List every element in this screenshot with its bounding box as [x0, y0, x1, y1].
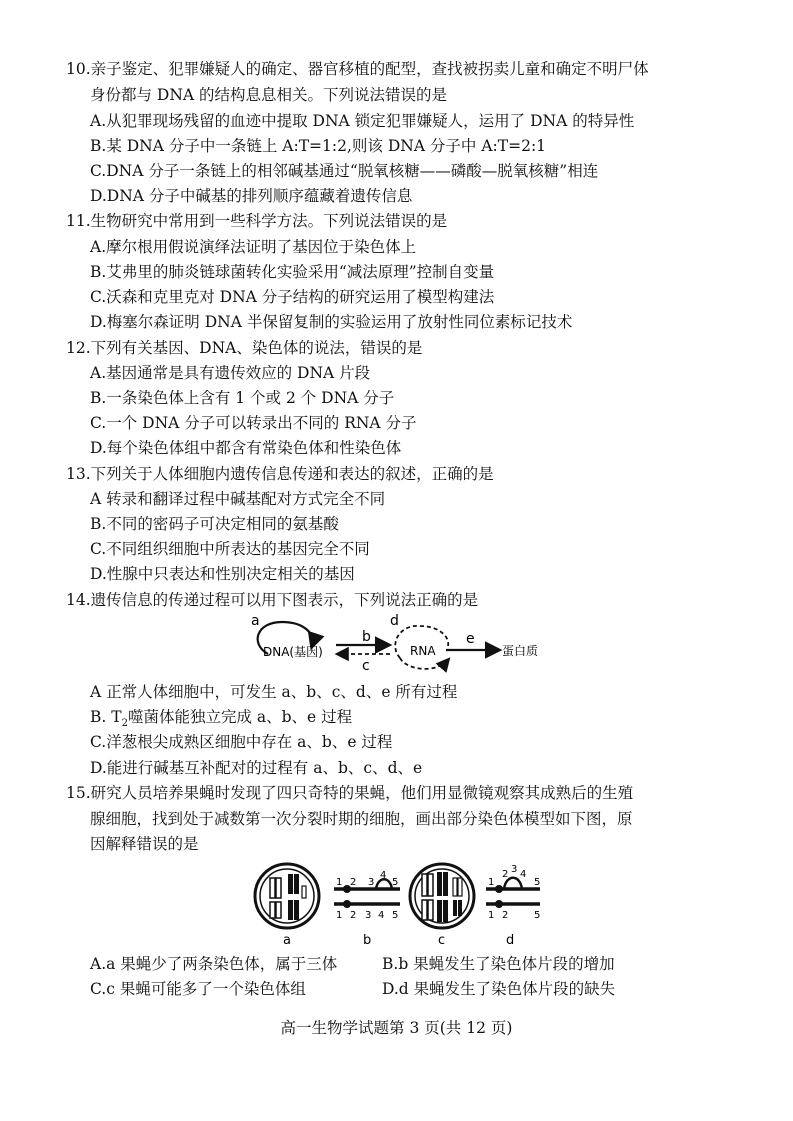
protein-node: 蛋白质 — [502, 644, 539, 658]
b-bottom-4: 4 — [378, 910, 385, 921]
q12-option-b: B.一条染色体上含有 1 个或 2 个 DNA 分子 — [90, 389, 395, 407]
label-c: c — [438, 933, 446, 948]
d-top-4: 4 — [520, 869, 527, 880]
label-d: d — [390, 613, 399, 629]
d-top-2: 2 — [502, 869, 509, 880]
q14-option-b-rest: 噬菌体能独立完成 a、b、e 过程 — [127, 708, 353, 726]
label-c: c — [362, 658, 370, 674]
q15-option-b: B.b 果蝇发生了染色体片段的增加 — [382, 955, 615, 973]
chromosome-b — [334, 879, 400, 908]
label-e: e — [466, 631, 475, 647]
q14-option-b-prefix: B. T — [90, 708, 122, 726]
b-top-2: 2 — [350, 877, 357, 888]
label-a: a — [283, 933, 291, 948]
q14-stem: 14.遗传信息的传递过程可以用下图表示，下列说法正确的是 — [66, 591, 479, 609]
q12-option-a: A.基因通常是具有遗传效应的 DNA 片段 — [90, 364, 371, 382]
d-top-1: 1 — [488, 877, 495, 888]
dna-node: DNA(基因) — [263, 645, 323, 659]
q15-option-c: C.c 果蝇可能多了一个染色体组 — [90, 980, 306, 998]
page-footer: 高一生物学试题第 3 页(共 12 页) — [280, 1019, 513, 1037]
gene-flow-diagram — [240, 612, 560, 680]
cell-c — [410, 864, 474, 928]
b-bottom-2: 2 — [350, 910, 357, 921]
b-bottom-5: 5 — [392, 910, 399, 921]
q11-stem: 11.生物研究中常用到一些科学方法。下列说法错误的是 — [66, 212, 448, 230]
q10-option-d: D.DNA 分子中碱基的排列顺序蕴藏着遗传信息 — [90, 187, 413, 205]
q15-stem-line1: 15.研究人员培养果蝇时发现了四只奇特的果蝇，他们用显微镜观察其成熟后的生殖 — [66, 784, 634, 802]
label-a: a — [251, 613, 260, 629]
q13-option-d: D.性腺中只表达和性别决定相关的基因 — [90, 565, 355, 583]
q12-option-d: D.每个染色体组中都含有常染色体和性染色体 — [90, 439, 402, 457]
q11-option-d: D.梅塞尔森证明 DNA 半保留复制的实验运用了放射性同位素标记技术 — [90, 313, 573, 331]
q14-option-c: C.洋葱根尖成熟区细胞中存在 a、b、e 过程 — [90, 733, 393, 751]
b-bottom-3: 3 — [365, 910, 372, 921]
cell-a — [255, 864, 319, 928]
q11-option-b: B.艾弗里的肺炎链球菌转化实验采用“减法原理”控制自变量 — [90, 263, 495, 281]
q15-option-d: D.d 果蝇发生了染色体片段的缺失 — [382, 980, 616, 998]
q13-option-c: C.不同组织细胞中所表达的基因完全不同 — [90, 540, 370, 558]
b-top-3: 3 — [368, 877, 375, 888]
q10-option-b: B.某 DNA 分子中一条链上 A:T=1:2,则该 DNA 分子中 A:T=2:1 — [90, 137, 547, 155]
b-top-5: 5 — [392, 877, 399, 888]
q10-option-a: A.从犯罪现场残留的血迹中提取 DNA 锁定犯罪嫌疑人，运用了 DNA 的特异性 — [90, 112, 635, 130]
label-d: d — [506, 933, 515, 948]
d-bottom-5: 5 — [534, 910, 541, 921]
d-bottom-2: 2 — [502, 910, 509, 921]
q12-stem: 12.下列有关基因、DNA、染色体的说法，错误的是 — [66, 339, 423, 357]
q15-stem-line3: 因解释错误的是 — [90, 835, 199, 853]
b-top-4: 4 — [380, 870, 387, 881]
q13-option-b: B.不同的密码子可决定相同的氨基酸 — [90, 515, 339, 533]
q12-option-c: C.一个 DNA 分子可以转录出不同的 RNA 分子 — [90, 414, 417, 432]
q11-option-c: C.沃森和克里克对 DNA 分子结构的研究运用了模型构建法 — [90, 288, 495, 306]
arrow-d-rna-replication-lower — [400, 658, 448, 669]
label-b: b — [362, 629, 371, 645]
d-top-5: 5 — [534, 877, 541, 888]
q14-option-a: A 正常人体细胞中，可发生 a、b、c、d、e 所有过程 — [90, 683, 458, 701]
q10-stem-line2: 身份都与 DNA 的结构息息相关。下列说法错误的是 — [90, 86, 448, 104]
b-bottom-1: 1 — [336, 910, 343, 921]
d-top-3: 3 — [511, 864, 518, 875]
q14-option-d: D.能进行碱基互补配对的过程有 a、b、c、d、e — [90, 759, 423, 777]
q14-option-b-sub: 2 — [121, 718, 128, 730]
q10-stem-line1: 10.亲子鉴定、犯罪嫌疑人的确定、器官移植的配型，查找被拐卖儿童和确定不明尸体 — [66, 60, 649, 78]
chromosome-diagram — [250, 856, 550, 948]
q11-option-a: A.摩尔根用假说演绎法证明了基因位于染色体上 — [90, 238, 417, 256]
q15-option-a: A.a 果蝇少了两条染色体，属于三体 — [90, 955, 338, 973]
rna-node: RNA — [410, 644, 436, 658]
q15-stem-line2: 腺细胞，找到处于减数第一次分裂时期的细胞，画出部分染色体模型如下图，原 — [90, 810, 633, 828]
label-b: b — [363, 933, 372, 948]
d-bottom-1: 1 — [488, 910, 495, 921]
q13-option-a: A 转录和翻译过程中碱基配对方式完全不同 — [90, 490, 386, 508]
b-top-1: 1 — [336, 877, 343, 888]
q13-stem: 13.下列关于人体细胞内遗传信息传递和表达的叙述，正确的是 — [66, 465, 494, 483]
q10-option-c: C.DNA 分子一条链上的相邻碱基通过“脱氧核糖——磷酸—脱氧核糖”相连 — [90, 162, 599, 180]
